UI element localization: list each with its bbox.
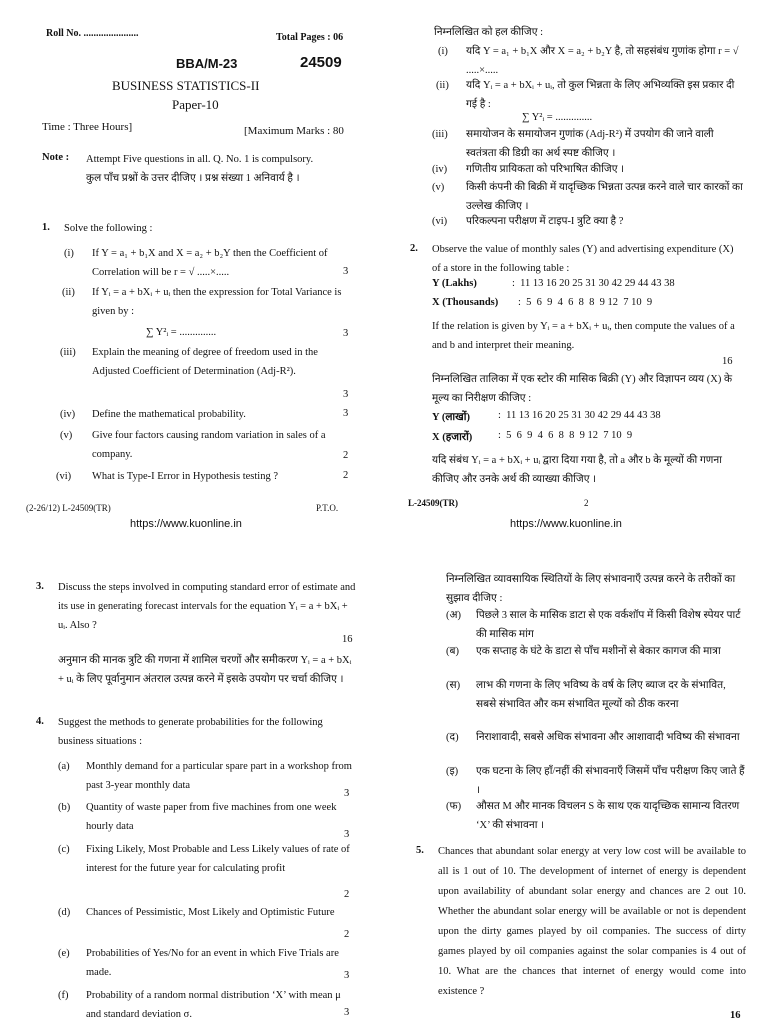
q1-iv-number: (iv)	[60, 409, 76, 420]
q1-i-marks: 3	[343, 266, 349, 277]
hindi-q4-d-number: (द)	[446, 732, 459, 743]
question-5-text: Chances that abundant solar energy at very low cost will be available to all is 1 out of 10. The development of internet of energy is dependent upon availability of abundant solar energy and chances are 2 out 10. Whether the abundant solar energy will be available or not is dependent upon the dirty games played by oil companies. The success of dirty games played by oil companies against the solar companies is 4 out of 10. What are the chances that internet of energy would come into existence ?	[438, 846, 746, 997]
note-label: Note :	[42, 152, 70, 163]
question-3-marks: 16	[342, 634, 353, 645]
q4-c-marks: 2	[344, 889, 350, 900]
q4-a-number: (a)	[58, 761, 70, 772]
hindi-q1-iv-text: गणितीय प्रायिकता को परिभाषित कीजिए ।	[466, 164, 625, 175]
q1-iii-number: (iii)	[60, 347, 76, 358]
hindi-q4-f-text: औसत M और मानक विचलन S के साथ एक यादृच्छिक सामान्य वितरण ‘X’ की संभावना ।	[476, 801, 740, 831]
question-2-marks: 16	[722, 356, 733, 367]
hindi-q1-i-text: यदि Y = a₁ + b₁X और X = a₂ + b₂Y है, तो सहसंबंध गुणांक होगा r = √ .....×.....	[466, 46, 739, 76]
hindi-q4-a-text: पिछले 3 साल के मासिक डाटा से एक वर्कशॉप में किसी विशेष स्पेयर पार्ट की मासिक मांग	[476, 610, 741, 640]
hindi-q1-ii-formula: ∑ Y²ᵢ = ..............	[522, 112, 593, 123]
q1-vi-text: What is Type-I Error in Hypothesis testing ?	[92, 471, 278, 482]
hindi-q1-v-number: (v)	[432, 182, 445, 193]
q4-f-number: (f)	[58, 990, 69, 1001]
exam-code: BBA/M-23	[176, 56, 238, 71]
question-1-number: 1.	[42, 222, 50, 233]
y-lakhs-values: : 11 13 16 20 25 31 30 42 29 44 43 38	[512, 278, 675, 289]
hindi-q1-vi-number: (vi)	[432, 216, 448, 227]
hindi-q4-a-number: (अ)	[446, 610, 462, 621]
question-5-marks: 16	[730, 1010, 741, 1021]
question-2-number: 2.	[410, 243, 418, 254]
hindi-q4-c-text: लाभ की गणना के लिए भविष्य के वर्ष के लिए ब्याज दर के संभावित, सबसे संभावित और कम संभावित मूल्यों को ठीक करना	[476, 680, 726, 710]
q1-iii-marks: 3	[343, 389, 349, 400]
q4-b-marks: 3	[344, 829, 350, 840]
page-2-number: 2	[584, 498, 589, 508]
question-5-number: 5.	[416, 845, 424, 856]
q4-f-text: Probability of a random normal distribution ‘X’ with mean μ and standard deviation σ.	[86, 990, 341, 1020]
hindi-q4-e-number: (इ)	[446, 766, 459, 777]
maximum-marks: [Maximum Marks : 80	[244, 125, 344, 137]
hindi-q1-iv-number: (iv)	[432, 164, 448, 175]
q4-c-number: (c)	[58, 844, 70, 855]
hindi-q4-b-text: एक सप्ताह के घंटे के डाटा से पाँच मशीनों से बेकार कागज की मात्रा	[476, 646, 721, 657]
q1-ii-text: If Yᵢ = a + bXᵢ + uᵢ then the expression for Total Variance is given by :	[92, 287, 342, 317]
question-1-title: Solve the following :	[64, 223, 153, 234]
hindi-q4-f-number: (फ)	[446, 801, 462, 812]
hindi-q1-i-number: (i)	[438, 46, 448, 57]
q1-ii-marks: 3	[343, 328, 349, 339]
y-lakhs-label-hindi: Y (लाखों)	[432, 412, 470, 423]
q1-iii-text: Explain the meaning of degree of freedom used in the Adjusted Coefficient of Determination (Adj-R²).	[92, 347, 318, 377]
page-1-url[interactable]: https://www.kuonline.in	[130, 518, 242, 530]
paper-number: 24509	[300, 54, 342, 71]
q1-v-marks: 2	[343, 450, 349, 461]
page-2-url[interactable]: https://www.kuonline.in	[510, 518, 622, 530]
note-hindi: कुल पाँच प्रश्नों के उत्तर दीजिए । प्रश्न संख्या 1 अनिवार्य है ।	[86, 173, 300, 184]
q1-ii-formula: ∑ Y²ᵢ = ..............	[146, 327, 217, 338]
q4-d-text: Chances of Pessimistic, Most Likely and Optimistic Future	[86, 907, 335, 918]
x-thousands-label-hindi: X (हजारों)	[432, 432, 473, 443]
hindi-q1-ii-text: यदि Yᵢ = a + bXᵢ + uᵢ, तो कुल भिन्नता के लिए अभिव्यक्ति इस प्रकार दी गई है :	[466, 80, 735, 110]
pto-label: P.T.O.	[316, 503, 339, 513]
hindi-q4-intro: निम्नलिखित व्यावसायिक स्थितियों के लिए संभावनाएँ उत्पन्न करने के तरीकों का सुझाव दीजिए :	[446, 574, 736, 604]
time-allowed: Time : Three Hours]	[42, 121, 133, 133]
subject-title: BUSINESS STATISTICS-II	[112, 78, 260, 93]
question-3-number: 3.	[36, 581, 44, 592]
q1-ii-number: (ii)	[62, 287, 75, 298]
hindi-q4-e-text: एक घटना के लिए हाँ/नहीं की संभावनाएँ जिसमें पाँच परीक्षण किए जाते हैं ।	[476, 766, 745, 796]
q4-d-marks: 2	[344, 929, 350, 940]
note-english: Attempt Five questions in all. Q. No. 1 is compulsory.	[86, 154, 314, 165]
question-2-text: Observe the value of monthly sales (Y) and advertising expenditure (X) of a store in the following table :	[432, 244, 734, 274]
total-pages: Total Pages : 06	[276, 32, 344, 43]
q4-c-text: Fixing Likely, Most Probable and Less Likely values of rate of interest for the future year for calculating profit	[86, 844, 350, 874]
question-2-relation: If the relation is given by Yᵢ = a + bXᵢ + uᵢ, then compute the values of a and b and interpret their meaning.	[432, 321, 735, 351]
q1-i-text: If Y = a₁ + b₁X and X = a₂ + b₂Y then the Coefficient of Correlation will be r = √ .....×.....	[92, 248, 328, 278]
hindi-q4-d-text: निराशावादी, सबसे अधिक संभावना और आशावादी भविष्य की संभावना	[476, 732, 740, 743]
hindi-q1-ii-number: (ii)	[436, 80, 449, 91]
roll-no: Roll No. ......................	[46, 28, 139, 39]
x-thousands-label: X (Thousands)	[432, 297, 499, 308]
hindi-q4-c-number: (स)	[446, 680, 461, 691]
x-thousands-values: : 5 6 9 4 6 8 8 9 12 7 10 9	[518, 297, 653, 308]
hindi-q4-b-number: (ब)	[446, 646, 459, 657]
hindi-q1-title: निम्नलिखित को हल कीजिए :	[434, 27, 544, 38]
q4-a-marks: 3	[344, 788, 350, 799]
paper-label: Paper-10	[172, 97, 219, 112]
q1-v-number: (v)	[60, 430, 73, 441]
hindi-q1-v-text: किसी कंपनी की बिक्री में यादृच्छिक भिन्नता उत्पन्न करने वाले चार कारकों का उल्लेख कीजिए ।	[466, 182, 743, 212]
q1-vi-number: (vi)	[56, 471, 72, 482]
y-lakhs-label: Y (Lakhs)	[432, 278, 477, 289]
q1-iv-text: Define the mathematical probability.	[92, 409, 246, 420]
question-4-number: 4.	[36, 716, 44, 727]
q4-a-text: Monthly demand for a particular spare part in a workshop from past 3-year monthly data	[86, 761, 352, 791]
q4-f-marks: 3	[344, 1007, 350, 1018]
q1-vi-marks: 2	[343, 470, 349, 481]
question-3-hindi: अनुमान की मानक त्रुटि की गणना में शामिल चरणों और समीकरण Yᵢ = a + bXᵢ + uᵢ के लिए पूर्वानुमान अंतराल उत्पन्न करने में इसके उपयोग पर चर्चा कीजिए ।	[58, 655, 352, 685]
q4-b-number: (b)	[58, 802, 71, 813]
question-3-text: Discuss the steps involved in computing standard error of estimate and its use in generating forecast intervals for the equation Yᵢ = a + bXᵢ + uᵢ. Also ?	[58, 582, 356, 631]
hindi-q1-iii-text: समायोजन के समायोजन गुणांक (Adj-R²) में उपयोग की जाने वाली स्वतंत्रता की डिग्री का अर्थ स्पष्ट कीजिए ।	[466, 129, 714, 159]
q4-b-text: Quantity of waste paper from five machines from one week hourly data	[86, 802, 337, 832]
hindi-q1-vi-text: परिकल्पना परीक्षण में टाइप-I त्रुटि क्या है ?	[466, 216, 624, 227]
question-2-hindi-relation: यदि संबंध Yᵢ = a + bXᵢ + uᵢ द्वारा दिया गया है, तो a और b के मूल्यों की गणना कीजिए और उनके अर्थ की व्याख्या कीजिए ।	[432, 455, 722, 485]
page-1-footer-code: (2-26/12) L-24509(TR)	[26, 503, 111, 513]
hindi-q1-iii-number: (iii)	[432, 129, 448, 140]
q4-e-text: Probabilities of Yes/No for an event in which Five Trials are made.	[86, 948, 339, 978]
x-thousands-values-hindi: : 5 6 9 4 6 8 8 9 12 7 10 9	[498, 430, 633, 441]
q4-d-number: (d)	[58, 907, 71, 918]
question-4-text: Suggest the methods to generate probabilities for the following business situations :	[58, 717, 323, 747]
q1-iv-marks: 3	[343, 408, 349, 419]
y-lakhs-values-hindi: : 11 13 16 20 25 31 30 42 29 44 43 38	[498, 410, 661, 421]
question-2-hindi: निम्नलिखित तालिका में एक स्टोर की मासिक बिक्री (Y) और विज्ञापन व्यय (X) के मूल्य का निरीक्षण कीजिए :	[432, 374, 733, 404]
q4-e-number: (e)	[58, 948, 70, 959]
q4-e-marks: 3	[344, 970, 350, 981]
q1-v-text: Give four factors causing random variation in sales of a company.	[92, 430, 326, 460]
q1-i-number: (i)	[64, 248, 74, 259]
page-2-footer-code: L-24509(TR)	[408, 498, 458, 508]
